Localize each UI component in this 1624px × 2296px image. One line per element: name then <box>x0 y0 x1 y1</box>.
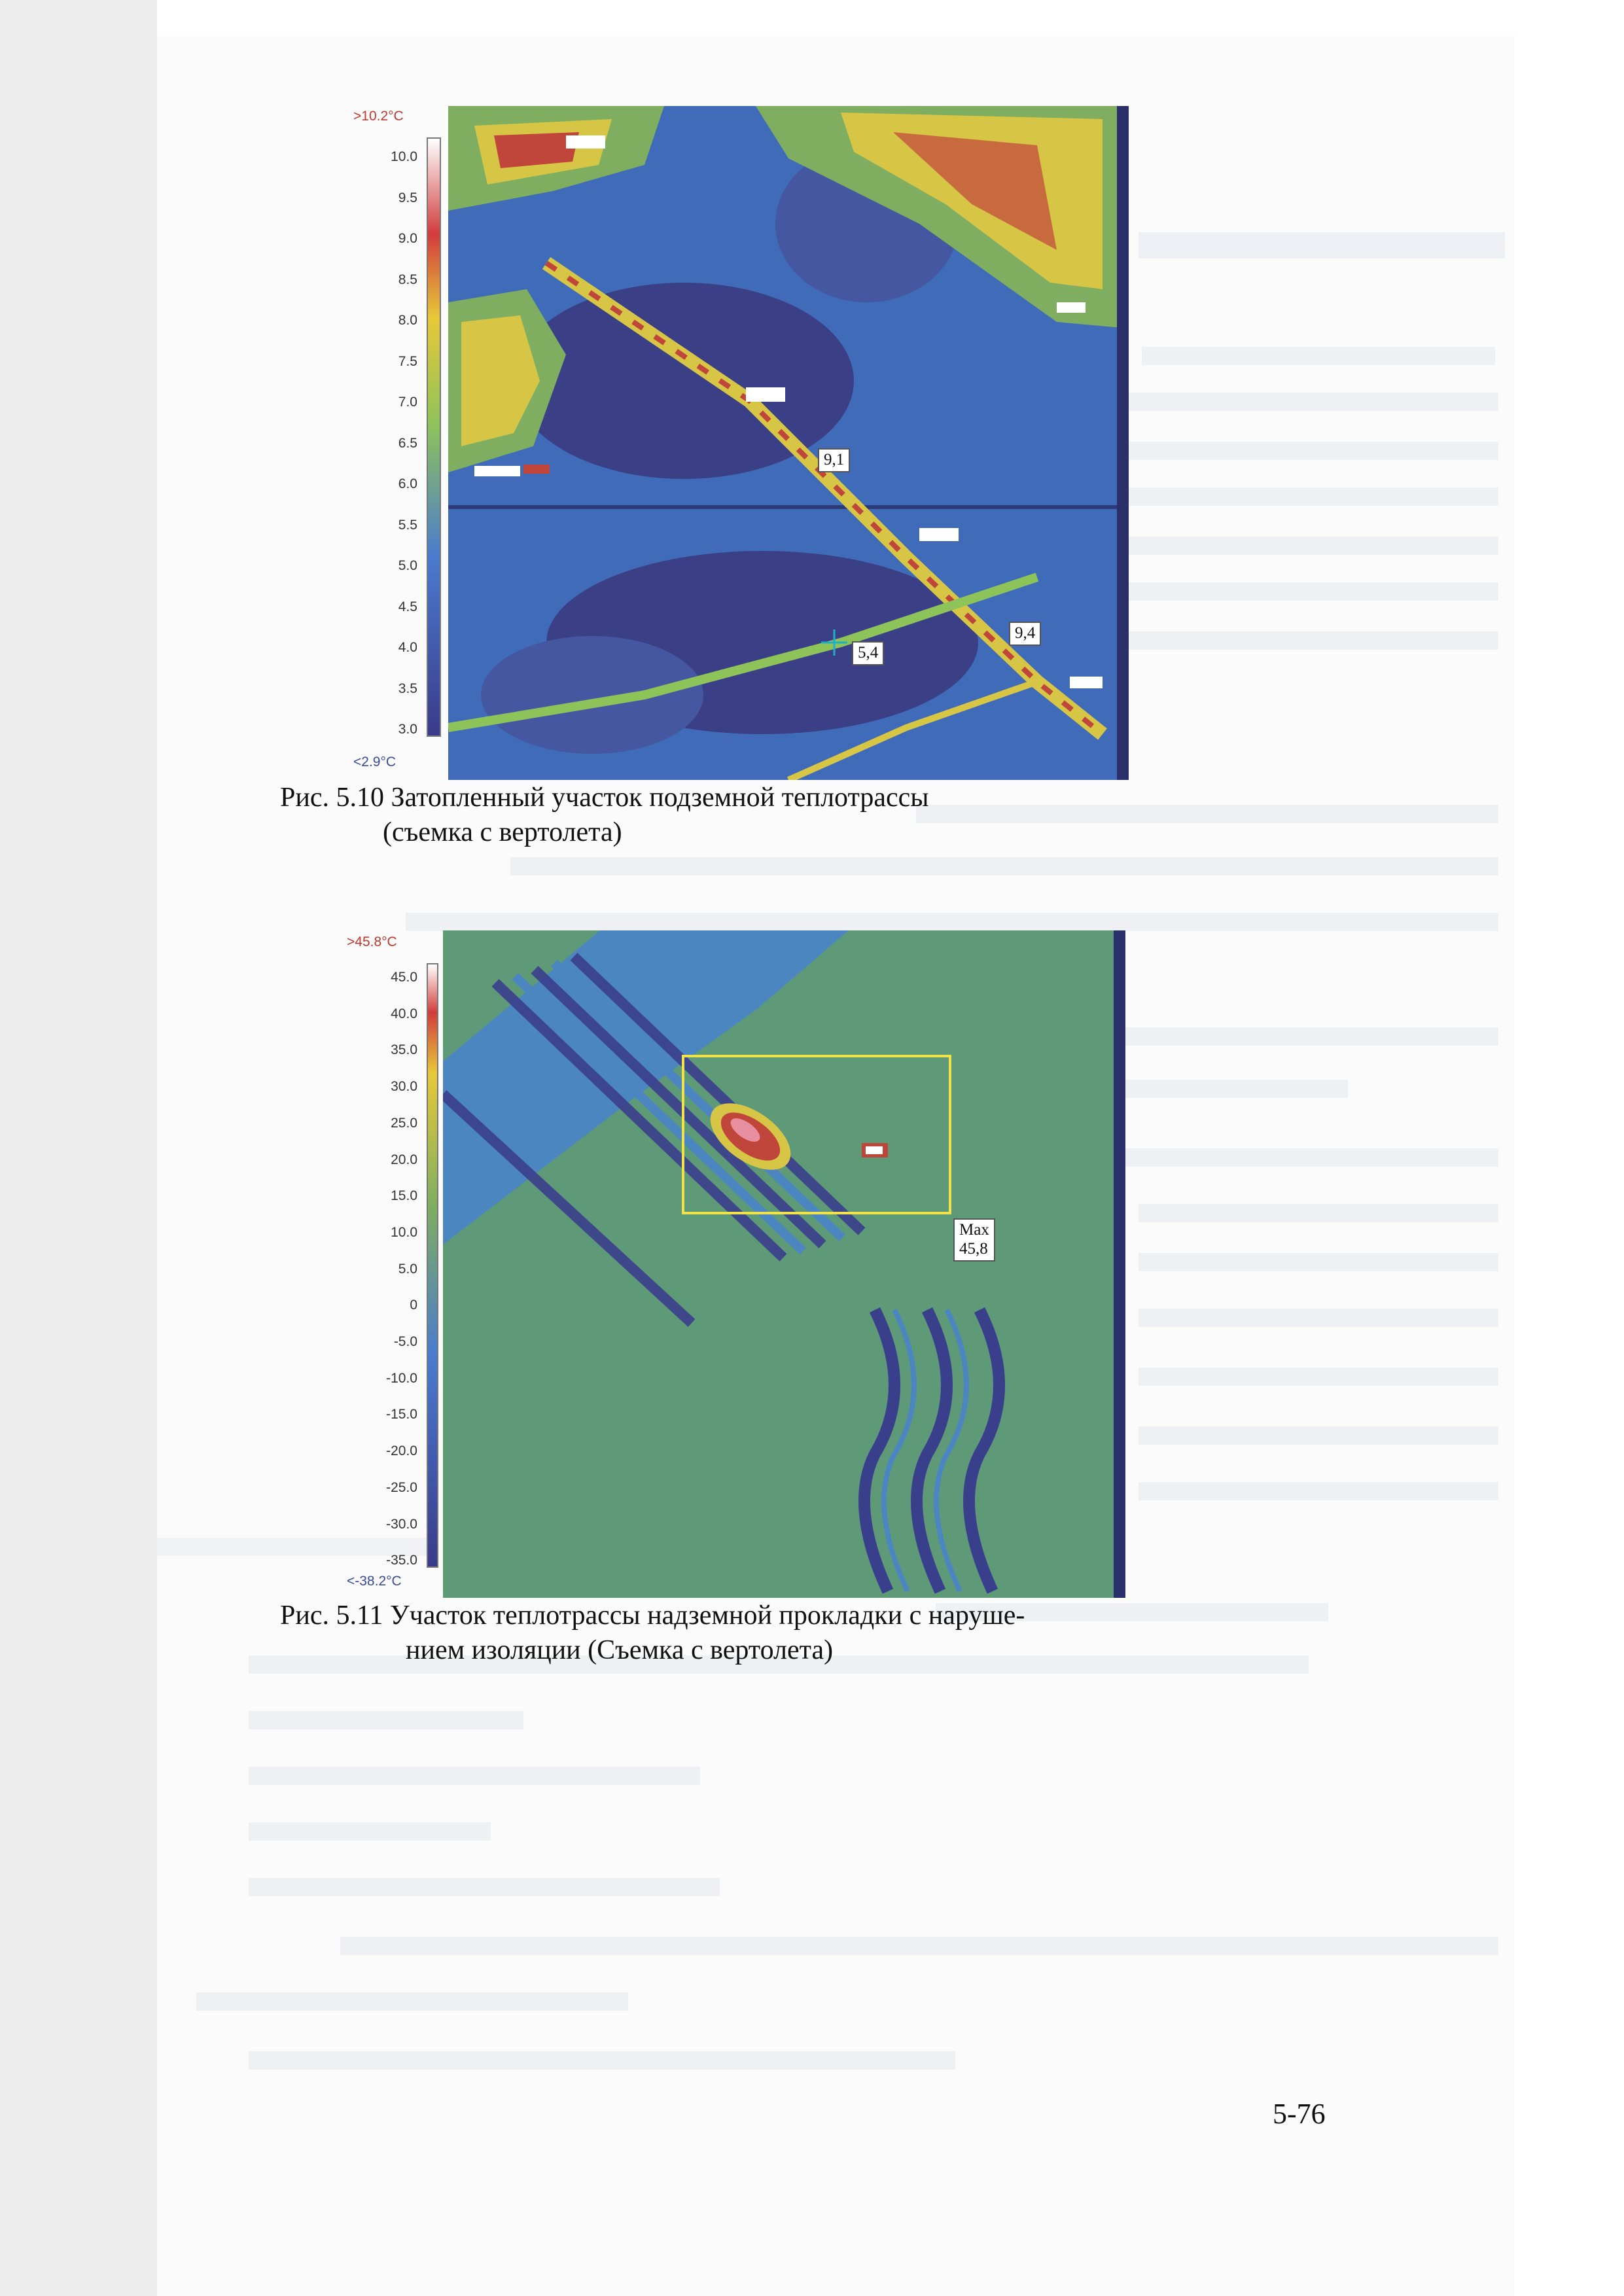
temperature-scale <box>347 929 445 1600</box>
scale-tick-label: 45.0 <box>391 970 417 985</box>
thermal-image-underground-heating-main <box>448 106 1129 780</box>
scale-tick-label: 30.0 <box>391 1079 417 1095</box>
temperature-label: 9,1 <box>818 448 850 472</box>
scale-tick-label: 3.0 <box>398 722 417 737</box>
scale-max-label: >10.2°C <box>353 109 404 124</box>
scale-tick-label: 5.0 <box>398 558 417 573</box>
scale-tick-label: 15.0 <box>391 1188 417 1204</box>
scale-tick-label: 5.5 <box>398 517 417 533</box>
scale-tick-label: 8.0 <box>398 313 417 328</box>
scale-tick-label: 10.0 <box>391 149 417 164</box>
scale-tick-label: 4.0 <box>398 640 417 655</box>
temperature-label: 9,4 <box>1009 622 1041 646</box>
scale-tick-label: 3.5 <box>398 680 417 696</box>
scale-tick-label: 10.0 <box>391 1224 417 1240</box>
scale-tick-label: 9.5 <box>398 190 417 205</box>
temperature-label: 5,4 <box>852 641 884 665</box>
max-temperature-label <box>953 1218 995 1262</box>
scale-tick-label: -10.0 <box>386 1370 417 1386</box>
scale-tick-label: 40.0 <box>391 1006 417 1021</box>
scan-left-margin <box>0 0 157 2296</box>
scale-tick-label: 9.0 <box>398 231 417 246</box>
max-label-title: Max <box>959 1221 989 1239</box>
thermal-image-above-ground-heating-main <box>443 930 1125 1598</box>
scale-tick-label: -5.0 <box>393 1334 417 1349</box>
scale-tick-label: -15.0 <box>386 1407 417 1422</box>
scale-tick-label: 0 <box>410 1298 417 1313</box>
scale-tick-label: 4.5 <box>398 599 417 614</box>
scale-tick-label: -35.0 <box>386 1553 417 1568</box>
thermal-image-svg <box>448 106 1129 780</box>
max-label-value: 45,8 <box>959 1239 988 1258</box>
scale-tick-label: 5.0 <box>398 1261 417 1277</box>
temperature-scale <box>353 103 445 777</box>
scale-tick-label: -30.0 <box>386 1516 417 1532</box>
scale-tick-label: 25.0 <box>391 1115 417 1131</box>
color-scale-bar <box>427 137 441 737</box>
figure-caption-line1: Рис. 5.10 Затопленный участок подземной теплотрассы <box>280 783 929 813</box>
page-bottom <box>157 2166 1515 2296</box>
scale-min-label: <-38.2°C <box>347 1574 402 1589</box>
figure-caption-line1: Рис. 5.11 Участок теплотрассы надземной прокладки с наруше- <box>280 1600 1025 1631</box>
scale-tick-label: 6.0 <box>398 476 417 491</box>
scale-max-label: >45.8°C <box>347 934 397 949</box>
scale-tick-label: -25.0 <box>386 1479 417 1495</box>
page-number: 5-76 <box>1273 2098 1326 2130</box>
scale-tick-label: 20.0 <box>391 1152 417 1167</box>
figure-caption-line2: нием изоляции (Съемка с вертолета) <box>406 1635 834 1665</box>
scale-tick-label: 8.5 <box>398 272 417 287</box>
scale-tick-label: 35.0 <box>391 1042 417 1058</box>
scale-tick-label: 7.5 <box>398 353 417 369</box>
scale-tick-label: 7.0 <box>398 395 417 410</box>
color-scale-bar <box>427 963 438 1568</box>
thermal-image-svg <box>443 930 1125 1598</box>
scale-tick-label: 6.5 <box>398 435 417 451</box>
figure-caption-line2: (съемка с вертолета) <box>383 817 622 847</box>
scale-tick-label: -20.0 <box>386 1443 417 1459</box>
scale-min-label: <2.9°C <box>353 754 397 769</box>
